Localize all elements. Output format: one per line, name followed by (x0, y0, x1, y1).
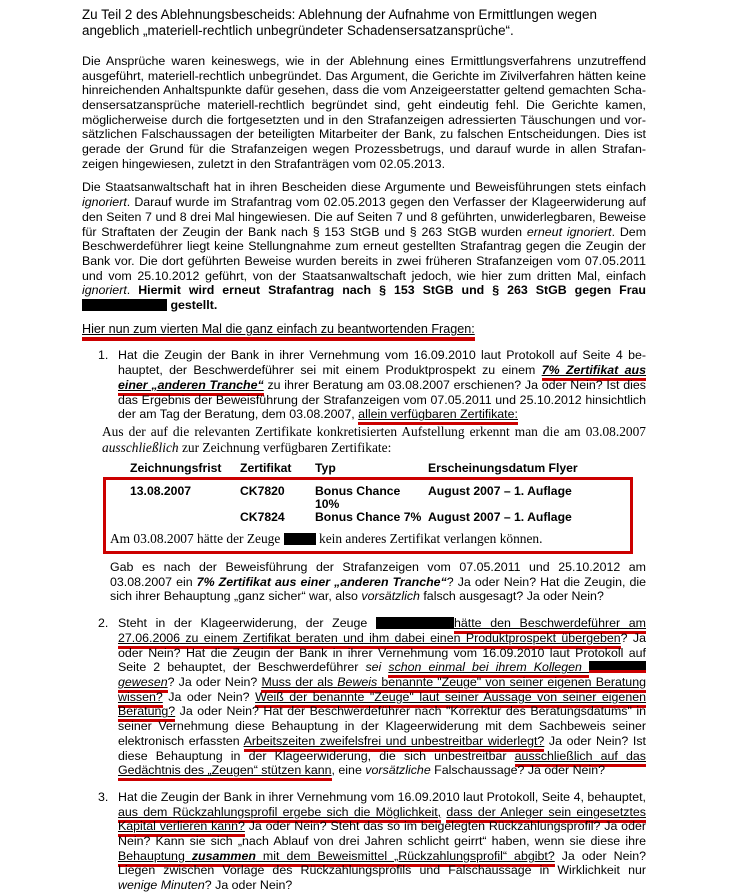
table-cell: CK7820 (240, 484, 285, 499)
emphasis-erneut-ignoriert: erneut ignoriert (526, 224, 612, 239)
intro-paragraph: Die Ansprüche waren keineswegs, wie in der Ablehnung eines Ermittlungsverfahrens unzutreffend ausgeführt, materiell-rechtlich unbegründet. Das Argument, die Gerichte im Zivilverfahren hätten keine hinreichenden Anhaltspunkte dafür gesehen, dass die vom Anzeigeerstatter geltend gemachten Schadensersatzansprüche materiell-rechtlich begründet sind, geht eindeutig fehl. Die Gerichte kamen, möglicherweise durch die fortgesetzten und in den Strafanzeigen adressierten Täuschungen und vorsätzlichen Falschaussagen der beteiligten Mitarbeiter der Bank, zu falschen Entscheidungen. Dies ist gerade der Grund für die Strafanzeigen wegen Prozessbetrugs, und darauf wurde in allen Strafanzeigen hingewiesen, zuletzt in den Strafanträgen vom 02.05.2013. (82, 53, 646, 171)
certificate-quote (102, 424, 646, 457)
emphasis-ausschliesslich: ausschließlich (102, 440, 179, 456)
certificate-table-highlight-box (103, 477, 633, 554)
question-2-number: 2. (98, 616, 109, 631)
question-3-segment: Ja oder Nein? Steht das so im beigelegten Rückzahlungsprofil? Ja oder Nein? Kann sie sich „nach Ablauf von drei Jahren schlicht geirrt“ haben, wenn sie diese ihre (118, 819, 646, 849)
column-header-erscheinungsdatum: Erscheinungsdatum Flyer (428, 460, 578, 475)
table-cell: August 2007 – 1. Auflage (428, 510, 572, 525)
question-3-segment: Hat die Zeugin der Bank in ihrer Vernehmung vom 16.09.2010 laut Protokoll, Seite 4, behauptet, (118, 789, 646, 804)
question-1-followup (110, 560, 646, 604)
emphasis-wenige-minuten: wenige Minuten (118, 878, 205, 893)
table-cell: August 2007 – 1. Auflage (428, 484, 572, 499)
question-2-segment: Ja oder Nein? (162, 689, 256, 704)
red-marked-phrase: schon einmal bei ihrem Kollegen (388, 660, 589, 678)
red-marked-phrase: 7% Zertifikat aus einer „anderen Tranche“ (118, 363, 646, 396)
red-marked-phrase: Muss der als (261, 675, 337, 693)
table-cell: Bonus Chance 7% (315, 510, 422, 525)
followup-segment: falsch ausgesagt? Ja oder Nein? (419, 589, 604, 604)
question-2-segment: Falschaussage? Ja oder Nein? (430, 763, 605, 778)
red-marked-phrase: Beweis (337, 675, 377, 693)
red-marked-phrase: zusammen (192, 849, 256, 867)
table-cell: 13.08.2007 (130, 484, 191, 499)
complaint-text: . Darauf wurde im Strafantrag vom 02.05.2013 gegen den Verfasser der Klageerwiderung auf den Seiten 7 und 8 drei Mal hingewiesen. Die auf Seiten 7 und 8 geführten, unwiderlegbaren, Beweise für Straftaten der Zeugin der Bank nach § 153 StGB und § 263 StGB wurden (82, 195, 646, 239)
red-marked-phrase: dass der Anleger sein eingesetztes Kapital verlieren kann? (118, 805, 646, 838)
question-1-number: 1. (98, 348, 109, 363)
redaction-bar (284, 533, 316, 545)
question-2-segment: ? Ja oder Nein? Hat die Zeugin der Bank in ihrer Vernehmung vom 16.09.2010 laut Protokoll auf Seite 2 behauptet, der Beschwerdeführer (118, 630, 647, 675)
red-marked-phrase: gewesen (118, 675, 168, 693)
red-marked-phrase: Weiß der benannte "Zeuge" laut seiner Aussage von seiner eigenen Beratung? (118, 690, 646, 723)
complaint-text: Die Staatsanwaltschaft hat in ihren Bescheiden diese Argumente und Beweisführungen stets einfach (82, 180, 646, 195)
quote-segment: zur Zeichnung verfügbaren Zertifikate: (178, 440, 392, 456)
redaction-bar (82, 299, 167, 311)
column-header-typ: Typ (315, 460, 336, 475)
question-1-segment: zu ihrer Beratung am 03.08.2007 erschienen? Ja oder Nein? Ist dies das Ergebnis der Beweisführung der Strafanzeigen vom 07.05.2011 und 25.10.2012 hinsichtlich der am Tag der Beratung, dem 03.08.2007, (118, 377, 646, 422)
redaction-bar (589, 661, 646, 673)
document-title: Zu Teil 2 des Ablehnungsbescheids: Ablehnung der Aufnahme von Ermittlungen wegen angeblich „materiell-rechtlich unbegründeter Schadensersatzansprüche“. (82, 7, 597, 39)
followup-segment: Gab es nach der Beweisführung der Strafanzeigen vom 07.05.2011 und 25.10.2012 am 03.08.2007 ein (110, 560, 646, 589)
question-item-1 (82, 348, 646, 604)
red-marked-phrase: mit dem Beweismittel „Rückzahlungsprofil“ abgibt? (256, 849, 555, 867)
certificate-table-header (130, 462, 646, 476)
question-2-text (118, 616, 646, 778)
question-3-number: 3. (98, 789, 109, 804)
column-header-zeichnungsfrist: Zeichnungsfrist (130, 460, 222, 475)
note-segment: Am 03.08.2007 hätte der Zeuge (110, 531, 284, 547)
questions-heading (82, 322, 646, 337)
emphasis-vorsaetzlich: vorsätzlich (361, 589, 420, 604)
red-marked-phrase: hätte den Beschwerdeführer am 27.06.2006 zu einem Zertifikat beraten und ihm dabei einen Produktprospekt übergeben (118, 616, 646, 649)
red-marked-phrase: Arbeitszeiten zweifelsfrei und unbestreitbar widerlegt? (244, 734, 545, 752)
red-marked-phrase: aus dem Rückzahlungsprofil ergebe sich die Möglichkeit, (118, 805, 441, 823)
question-item-3 (82, 790, 646, 893)
emphasis-ignoriert: ignoriert (82, 283, 127, 298)
table-cell: Bonus Chance 10% (315, 484, 401, 512)
red-marked-phrase: allein verfügbaren Zertifikate: (358, 407, 518, 425)
question-item-2 (82, 616, 646, 778)
complaint-text: . Dem Beschwerdeführer liegt keine Stellungnahme zum erneut gestellten Strafantrag gegen die Zeugin der Bank vor. Die dort geführten Beweise wurden bereits in zwei früheren Strafanzeigen vom 07.05.2011 und vom 25.10.2012 geführt, von der Staatsanwaltschaft jedoch, wie hier zum dritten Mal, einfach (82, 224, 647, 283)
question-3-segment: ? Ja oder Nein? (204, 878, 293, 893)
complaint-text: . (126, 283, 139, 298)
question-2-segment: , eine (331, 763, 366, 778)
question-3-text (118, 790, 646, 893)
question-2-segment: Ja oder Nein? Ist diese Behauptung in der Klageerwiderung, die sich unbestreitbar (118, 733, 646, 763)
emphasis-ignoriert: ignoriert (82, 195, 127, 210)
emphasis-certificate-tranche: 7% Zertifikat aus einer „anderen Tranche“ (196, 574, 447, 589)
questions-heading-text: Hier nun zum vierten Mal die ganz einfach zu beantwortenden Fragen: (82, 322, 475, 341)
note-segment: kein anderes Zertifikat verlangen können. (315, 531, 543, 547)
certificate-table-rows (130, 485, 630, 524)
table-cell (130, 511, 240, 524)
question-2-segment: Steht in der Klageerwiderung, der Zeuge (118, 616, 376, 631)
criminal-complaint-paragraph (82, 180, 646, 312)
emphasis-sei: sei (365, 660, 389, 675)
red-marked-phrase: ausschließlich auf das Gedächtnis des „Zeugen“ stützen kann (118, 749, 646, 782)
certificate-note (110, 531, 624, 547)
quote-segment: Aus der auf die relevanten Zertifikate konkretisierten Aufstellung erkennt man die am 03.08.2007 (102, 423, 646, 439)
followup-segment: ? Ja oder Nein? Hat die Zeugin, die sich ihrer Behauptung „ganz sicher“ war, also (110, 574, 646, 604)
question-1-text (118, 348, 646, 422)
red-marked-phrase: benannte "Zeuge" von seiner eigenen Beratung wissen? (118, 675, 646, 708)
question-1-segment: Hat die Zeugin der Bank in ihrer Vernehmung vom 16.09.2010 laut Protokoll auf Seite 4 behauptet, der Beschwerdeführer sei mit einem Produktprospekt zu einem (118, 348, 646, 378)
complaint-bold-statement: Hiermit wird erneut Strafantrag nach § 153 StGB und § 263 StGB gegen Frau (138, 283, 646, 298)
emphasis-vorsaetzliche: vorsätzliche (365, 763, 431, 778)
table-cell: CK7824 (240, 510, 285, 525)
red-marked-phrase: Behauptung (118, 849, 192, 867)
question-2-segment: Ja oder Nein? Hat der Beschwerdeführer nach "Korrektur des Beratungsdatums" in seiner Vernehmung diese Behauptung in der Klageerwiderung mit dem Sachbeweis seiner elektronisch erfassten (118, 704, 646, 748)
column-header-zertifikat: Zertifikat (240, 460, 292, 475)
question-2-segment: ? Ja oder Nein? (167, 675, 262, 689)
redaction-bar (376, 617, 454, 629)
question-3-segment: Ja oder Nein? Liegen zwischen Vorlage des Rückzahlungsprofils und Falschaussage in Wirklichkeit nur (118, 848, 647, 878)
complaint-bold-statement: gestellt. (167, 298, 218, 313)
